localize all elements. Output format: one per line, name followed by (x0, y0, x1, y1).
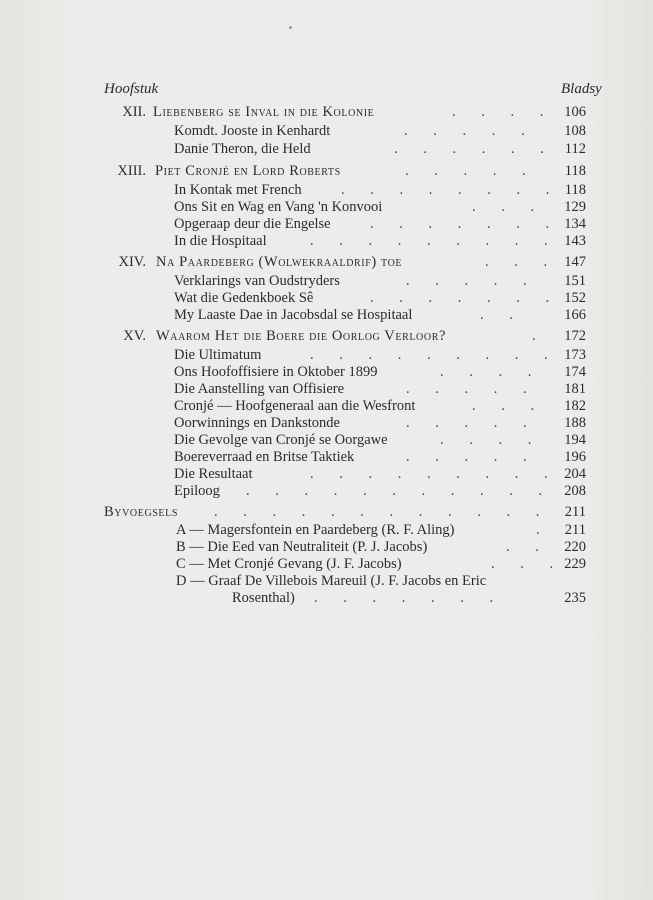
toc-section (174, 347, 586, 363)
appendix-item-label: A — Magersfontein en Paardeberg (R. F. Aling) (176, 522, 455, 538)
chapter-numeral: XIV. (118, 254, 146, 270)
leader-dots: . . . . . . . . . . . . (214, 504, 551, 520)
section-title: My Laaste Dae in Jacobsdal se Hospitaal (174, 307, 413, 323)
section-title: Wat die Gedenkboek Sê (174, 290, 314, 306)
leader-dots: . . . (485, 254, 559, 270)
appendix-item-label: C — Met Cronjé Gevang (J. F. Jacobs) (176, 556, 402, 572)
leader-dots: . . . . (440, 364, 543, 380)
section-title: Die Gevolge van Cronjé se Oorgawe (174, 432, 388, 448)
leader-dots: . (532, 328, 547, 344)
leader-dots: . . . . . (405, 163, 537, 179)
section-title: Die Aanstelling van Offisiere (174, 381, 345, 397)
toc-section (174, 141, 586, 157)
column-header-chapter: Hoofstuk (104, 81, 159, 97)
leader-dots: . . . . . . . . . (310, 466, 559, 482)
toc-section (174, 364, 586, 380)
leader-dots: . . (506, 539, 550, 555)
toc-appendix-item (176, 522, 586, 538)
leader-dots: . . . . . . . . . (310, 233, 559, 249)
section-page: 134 (564, 216, 586, 232)
toc-section (174, 182, 586, 198)
leader-dots: . . . . . (406, 415, 538, 431)
leader-dots: . . . . . . . (314, 590, 505, 606)
section-page: 152 (564, 290, 586, 306)
chapter-title: Liebenberg se Inval in die Kolonie (153, 104, 375, 120)
chapter-title: Piet Cronjé en Lord Roberts (155, 163, 341, 179)
appendix-item-page: 220 (564, 539, 586, 555)
section-page: 204 (564, 466, 586, 482)
section-page: 181 (564, 381, 586, 397)
toc-section (174, 483, 586, 499)
appendix-item-page: 235 (564, 590, 586, 606)
chapter-page: 118 (564, 163, 586, 179)
toc-section (174, 199, 586, 215)
section-page: 108 (564, 123, 586, 139)
section-page: 112 (564, 141, 586, 157)
toc-chapter-13 (100, 163, 586, 179)
section-page: 118 (564, 182, 586, 198)
toc-section (174, 307, 586, 323)
section-title: Verklarings van Oudstryders (174, 273, 340, 289)
chapter-title: Waarom Het die Boere die Oorlog Verloor? (156, 328, 447, 344)
section-title: Boereverraad en Britse Taktiek (174, 449, 355, 465)
section-page: 129 (564, 199, 586, 215)
section-page: 151 (564, 273, 586, 289)
section-page: 173 (564, 347, 586, 363)
appendix-item-page: 229 (564, 556, 586, 572)
paper-speck (289, 26, 292, 29)
section-page: 194 (564, 432, 586, 448)
section-title: Ons Sit en Wag en Vang 'n Konvooi (174, 199, 383, 215)
leader-dots: . . . (472, 199, 546, 215)
toc-appendix-item (176, 539, 586, 555)
section-title: Opgeraap deur die Engelse (174, 216, 331, 232)
leader-dots: . . . . . . . (370, 216, 561, 232)
leader-dots: . . . . . . . (370, 290, 561, 306)
section-page: 143 (564, 233, 586, 249)
section-page: 208 (564, 483, 586, 499)
chapter-numeral: XV. (123, 328, 146, 344)
toc-appendix-item-continuation (176, 590, 586, 606)
section-page: 174 (564, 364, 586, 380)
appendix-item-label: D — Graaf De Villebois Mareuil (J. F. Jacobs en Eric (176, 573, 487, 589)
appendix-title: Byvoegsels (104, 504, 179, 520)
section-title: Danie Theron, die Held (174, 141, 311, 157)
section-title: Cronjé — Hoofgeneraal aan die Wesfront (174, 398, 416, 414)
chapter-page: 106 (564, 104, 586, 120)
section-page: 196 (564, 449, 586, 465)
section-title: Die Ultimatum (174, 347, 262, 363)
toc-section (174, 273, 586, 289)
toc-appendix-item (176, 556, 586, 572)
section-title: Ons Hoofoffisiere in Oktober 1899 (174, 364, 378, 380)
section-title: In Kontak met French (174, 182, 302, 198)
appendix-item-label-cont: Rosenthal) (232, 590, 295, 606)
toc-section (174, 432, 586, 448)
leader-dots: . (536, 522, 551, 538)
appendix-item-label: B — Die Eed van Neutraliteit (P. J. Jacobs) (176, 539, 428, 555)
toc-appendix-item (176, 573, 586, 589)
toc-chapter-15 (100, 328, 586, 344)
leader-dots: . . . . . . . . (341, 182, 561, 198)
leader-dots: . . . . . . . . . (310, 347, 559, 363)
section-title: Die Resultaat (174, 466, 253, 482)
toc-section (174, 123, 586, 139)
leader-dots: . . . . . (406, 273, 538, 289)
section-title: Epiloog (174, 483, 220, 499)
chapter-numeral: XIII. (117, 163, 146, 179)
chapter-numeral: XII. (122, 104, 146, 120)
leader-dots: . . . . (452, 104, 555, 120)
section-title: Oorwinnings en Dankstonde (174, 415, 340, 431)
leader-dots: . . . (491, 556, 565, 572)
toc-chapter-12 (110, 104, 586, 120)
leader-dots: . . . . . (406, 381, 538, 397)
chapter-title: Na Paardeberg (Wolwekraaldrif) toe (156, 254, 403, 270)
toc-appendix-heading (104, 504, 586, 520)
section-page: 188 (564, 415, 586, 431)
toc-section (174, 381, 586, 397)
section-title: Komdt. Jooste in Kenhardt (174, 123, 331, 139)
chapter-page: 172 (564, 328, 586, 344)
section-title: In die Hospitaal (174, 233, 267, 249)
leader-dots: . . (480, 307, 524, 323)
section-page: 182 (564, 398, 586, 414)
column-header-page: Bladsy (561, 81, 602, 97)
toc-section (174, 398, 586, 414)
toc-section (174, 449, 586, 465)
leader-dots: . . . . . . (394, 141, 555, 157)
leader-dots: . . . . . (404, 123, 536, 139)
toc-chapter-14 (100, 254, 586, 270)
leader-dots: . . . . (440, 432, 543, 448)
appendix-item-page: 211 (564, 522, 586, 538)
leader-dots: . . . (472, 398, 546, 414)
leader-dots: . . . . . . . . . . . (246, 483, 554, 499)
appendix-page: 211 (564, 504, 586, 520)
section-page: 166 (564, 307, 586, 323)
toc-section (174, 415, 586, 431)
leader-dots: . . . . . (406, 449, 538, 465)
toc-section (174, 290, 586, 306)
toc-section (174, 216, 586, 232)
toc-section (174, 233, 586, 249)
toc-section (174, 466, 586, 482)
chapter-page: 147 (564, 254, 586, 270)
